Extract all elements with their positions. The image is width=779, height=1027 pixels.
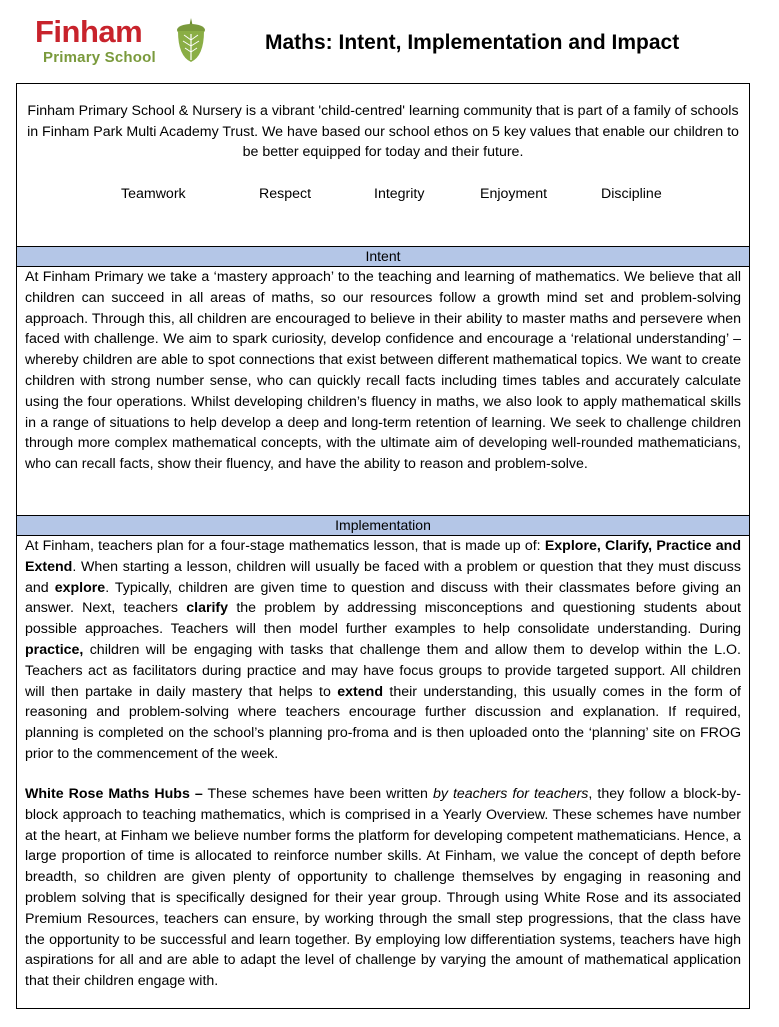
text-run: . When starting a lesson, children will usually be faced with a problem or question that they must discuss and xyxy=(25,558,741,596)
value-respect: Respect xyxy=(259,186,312,202)
text-run: . Typically, children are given time to question and discuss with their classmates before giving an answer. Next, teachers xyxy=(25,579,741,617)
value-discipline: Discipline xyxy=(601,186,662,202)
implementation-paragraph-1 xyxy=(25,536,741,765)
bold-text: Explore, Clarify, Practice and Extend xyxy=(25,538,741,575)
value-integrity: Integrity xyxy=(374,186,425,202)
text-run: the problem by addressing misconceptions and questioning students about possible approaches. Teachers will then model further examples to help consolidate understanding. During xyxy=(25,600,741,638)
school-values xyxy=(17,184,749,206)
bold-text: White Rose Maths Hubs – xyxy=(25,786,203,802)
intro-text: Finham Primary School & Nursery is a vibrant 'child-centred' learning community that is part of a family of schools in Finham Park Multi Academy Trust. We have based our school ethos on 5 key values that enable our children to be better equipped for today and their future. xyxy=(27,103,739,160)
text-run: , they follow a block-by-block approach to teaching mathematics, which is comprised in a Yearly Overview. These schemes have number at the heart, at Finham we believe number forms the platform for developing competent mathematicians. Hence, a large proportion of time is allocated to reinforce number skills. At Finham, we value the concept of depth before breadth, so children are given plenty of opportunity to challenge themselves by engaging in reasoning and problem solving that is specifically designed for their year group. Through using White Rose and its associated Premium Resources, teachers can ensure, by working through the small step progressions, that the class have the opportunity to be successful and learn together. By employing low differentiation systems, teachers have high aspirations for all and are able to adapt the level of challenge by varying the amount of mathematical application that their children engage with. xyxy=(25,786,741,990)
intro-section xyxy=(17,84,749,247)
content-frame xyxy=(16,83,750,1009)
acorn-icon xyxy=(175,16,207,64)
intent-text: At Finham Primary we take a ‘mastery approach’ to the teaching and learning of mathematics. We believe that all children can succeed in all areas of maths, so our resources follow a growth mind set and problem-solving approach. Through this, all children are encouraged to believe in their ability to master maths and persevere when faced with challenge. We aim to spark curiosity, develop confidence and encourage a ‘relational understanding’ – whereby children are able to spot connections that exist between different mathematical topics. We want to create children with strong number sense, who can quickly recall facts including times tables and accurately calculate using the four operations. Whilst developing children’s fluency in maths, we also look to apply mathematical skills in a range of situations to help develop a deep and long-term retention of learning. We seek to challenge children through more complex mathematical concepts, with the ultimate aim of developing well-rounded mathematicians, who can recall facts, show their fluency, and have the ability to reason and problem-solve. xyxy=(25,269,741,473)
implementation-heading: Implementation xyxy=(17,516,749,536)
text-run: At Finham, teachers plan for a four-stage mathematics lesson, that is made up of: xyxy=(25,538,545,554)
logo-subtitle: Primary School xyxy=(43,49,156,66)
text-run: children will be engaging with tasks that challenge them and allow them to develop within the L.O. Teachers act as facilitators during practice and may have focus groups to provide targeted support. All children will then partake in daily mastery that helps to xyxy=(25,641,741,700)
page-title: Maths: Intent, Implementation and Impact xyxy=(265,31,680,54)
bold-text: extend xyxy=(337,683,383,700)
school-logo xyxy=(35,14,215,72)
bold-text: explore xyxy=(54,579,106,596)
logo-name: Finham xyxy=(35,14,143,49)
implementation-paragraph-2 xyxy=(25,784,741,992)
intent-heading: Intent xyxy=(17,247,749,267)
page-header xyxy=(0,0,779,82)
bold-text: practice, xyxy=(25,641,84,658)
text-run: These schemes have been written xyxy=(202,786,433,802)
text-run: their understanding, this usually comes in the form of reasoning and problem-solving where teachers encourage further discussion and explanation. If required, planning is completed on the school’s planning pro-froma and is then uploaded onto the ‘planning’ site on FROG prior to the commencement of the week. xyxy=(25,683,741,762)
value-teamwork: Teamwork xyxy=(121,186,186,202)
italic-text: by teachers for teachers xyxy=(432,786,589,802)
value-enjoyment: Enjoyment xyxy=(480,186,548,202)
bold-text: clarify xyxy=(186,600,229,617)
